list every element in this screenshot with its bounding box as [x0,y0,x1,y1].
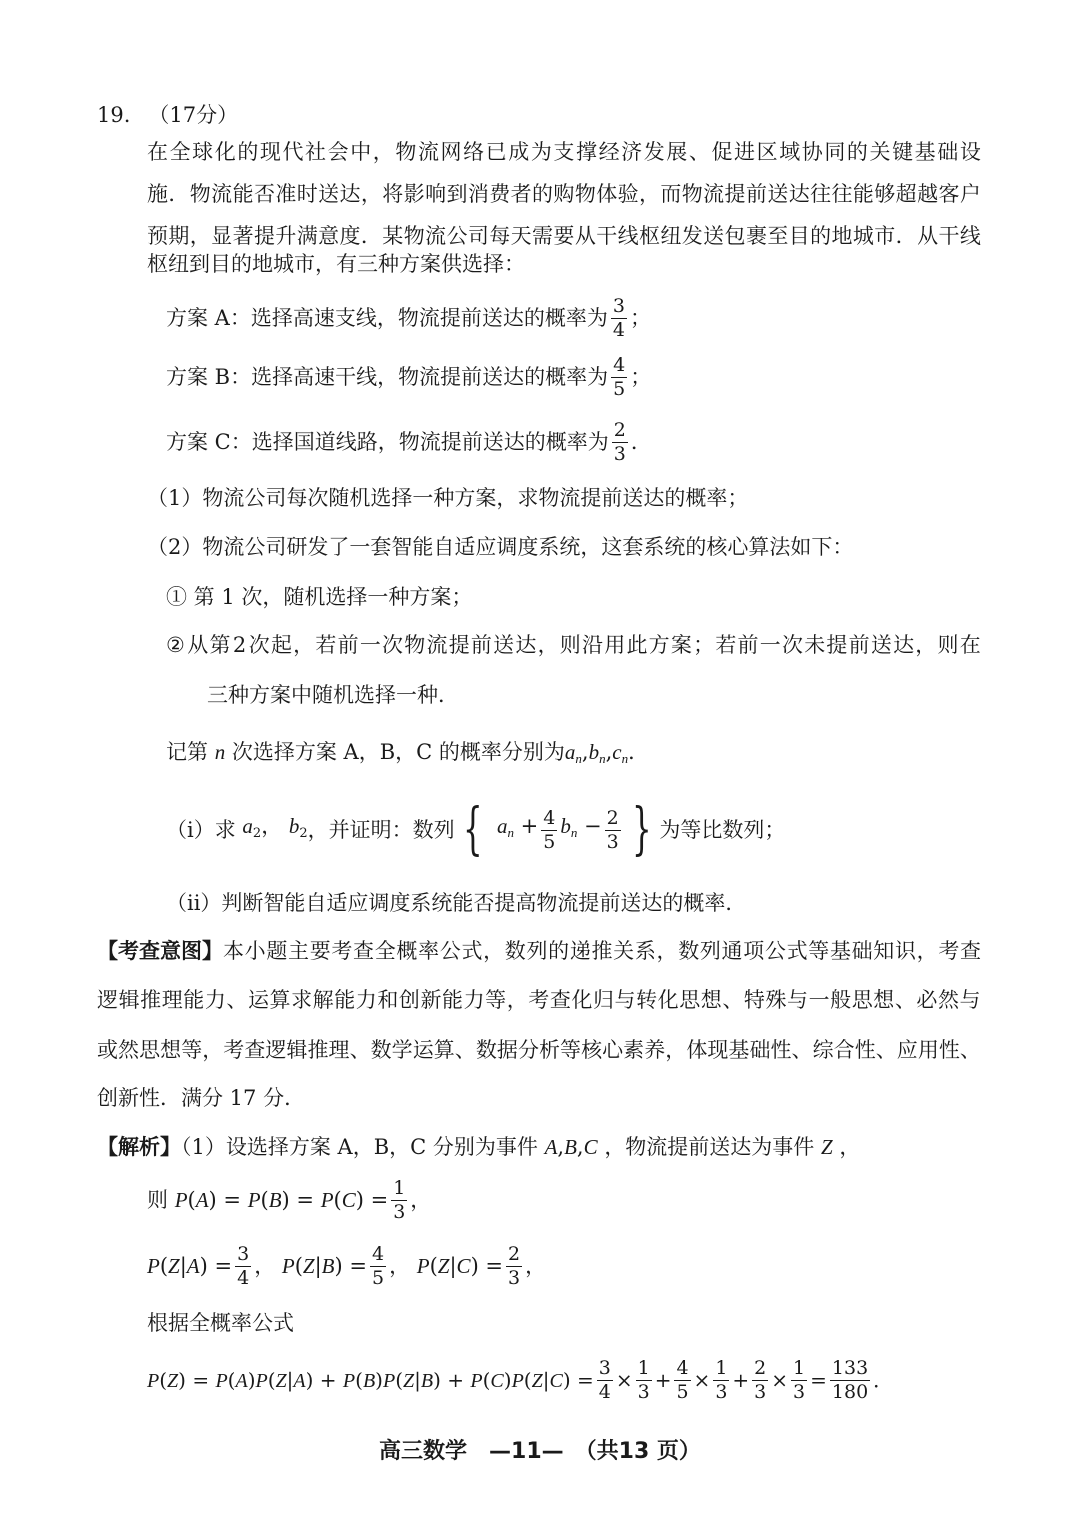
algorithm-step-1: ① 第 1 次，随机选择一种方案； [166,585,473,609]
intent-label: 【考查意图】 [97,938,223,963]
plan-a-probability: $\frac{3}{4}$ [612,294,625,341]
solution-total-probability: P(Z) = P(A)P(Z|A) + P(B)P(Z|B) + P(C)P(Z|C) = $\frac{3}{4}$ × $\frac{1}{3}$ + $\frac{4}{5}$ × $\frac{1}{3}$ + $\frac{2}{3}$ × $\frac{1}{3}$ = $\frac{133}{180}$ ． [147,1356,894,1403]
solution-label: 【解析】 [97,1134,181,1159]
plan-a: 方案 A：选择高速支线，物流提前送达的概率为 $\frac{3}{4}$ ； [166,294,651,341]
plan-b-text: 方案 B：选择高速干线，物流提前送达的概率为 [166,365,609,389]
intro-line-4: 枢纽到目的地城市，有三种方案供选择： [147,252,525,276]
plan-a-text: 方案 A：选择高速支线，物流提前送达的概率为 [166,306,608,330]
solution-line-1: 【解析】（1）设选择方案 A，B，C 分别为事件 A,B,C ，物流提前送达为事件 Z ， [97,1134,861,1159]
algorithm-step-2: ② 从 第 2 次 起 ， 若 前 一 次 物 流 提 前 送 达 ， 则 沿 用 此 方 案 ； 若 前 一 次 未 提 前 送 达 ， 则 在 [166,633,981,657]
probability-notation: 记第 n 次选择方案 A，B，C 的概率分别为$a_n,b_n,c_n$． [166,740,650,766]
question-2: （2）物流公司研发了一套智能自适应调度系统，这套系统的核心算法如下： [147,535,854,559]
intent-line-1: 【考查意图】 本小题主要考查全概率公式，数列的递推关系，数列通项公式等基础知识，考查 [97,936,981,966]
page-footer: 高三数学 —11— （共13 页） [379,1439,701,1464]
problem-points: （17分） [148,103,239,127]
solution-equal-probabilities: 则 P(A) = P(B) = P(C) = $\frac{1}{3}$ ， [147,1176,432,1223]
intent-line-4: 创新性．满分 17 分． [97,1086,306,1110]
solution-result: $\frac{133}{180}$ [831,1356,869,1403]
intro-line-2: 施 ． 物 流 能 否 准 时 送 达 ， 将 影 响 到 消 费 者 的 购 物 体 验 ， 而 物 流 提 前 送 达 往 往 能 够 超 越 客 户 [147,182,981,206]
problem-header [97,100,238,130]
intent-line-3: 或 然 思 想 等 ， 考 查 逻 辑 推 理 、 数 学 运 算 、 数 据 分 析 等 核 心 素 养 ， 体 现 基 础 性 、 综 合 性 、 应 用 性 、 [97,1038,981,1062]
question-1: （1）物流公司每次随机选择一种方案，求物流提前送达的概率； [147,486,749,510]
plan-c-probability: $\frac{2}{3}$ [613,418,626,465]
intent-line-2: 逻 辑 推 理 能 力 、 运 算 求 解 能 力 和 创 新 能 力 等 ， 考 查 化 归 与 转 化 思 想 、 特 殊 与 一 般 思 想 、 必 然 与 [97,988,981,1012]
question-2-ii: （ii）判断智能自适应调度系统能否提高物流提前送达的概率． [166,891,747,915]
plan-c-text: 方案 C：选择国道线路，物流提前送达的概率为 [166,430,609,454]
plan-b-probability: $\frac{4}{5}$ [613,353,626,400]
plan-b: 方案 B：选择高速干线，物流提前送达的概率为 $\frac{4}{5}$ ； [166,353,652,400]
algorithm-step-2-cont: 三种方案中随机选择一种． [207,683,459,707]
problem-number: 19. [97,103,131,127]
solution-conditional-probabilities: P(Z|A) = $\frac{3}{4}$ ， P(Z|B) = $\frac{4}{5}$ ， P(Z|C) = $\frac{2}{3}$ ， [147,1242,547,1289]
question-2-i: （i）求 $a_2$， $b_2$ ，并证明：数列 { $a_n$ + $\frac{4}{5}$ $b_n$ − $\frac{2}{3}$ } 为等比数列； [166,797,786,862]
intro-line-3: 预 期 ， 显 著 提 升 满 意 度 ． 某 物 流 公 司 每 天 需 要 从 干 线 枢 纽 发 送 包 裹 至 目 的 地 城 市 ． 从 干 线 [147,224,981,248]
solution-formula-label: 根据全概率公式 [147,1311,294,1335]
intro-line-1: 在 全 球 化 的 现 代 社 会 中 ， 物 流 网 络 已 成 为 支 撑 经 济 发 展 、 促 进 区 域 协 同 的 关 键 基 础 设 [147,140,981,164]
plan-c: 方案 C：选择国道线路，物流提前送达的概率为 $\frac{2}{3}$ ． [166,418,652,465]
